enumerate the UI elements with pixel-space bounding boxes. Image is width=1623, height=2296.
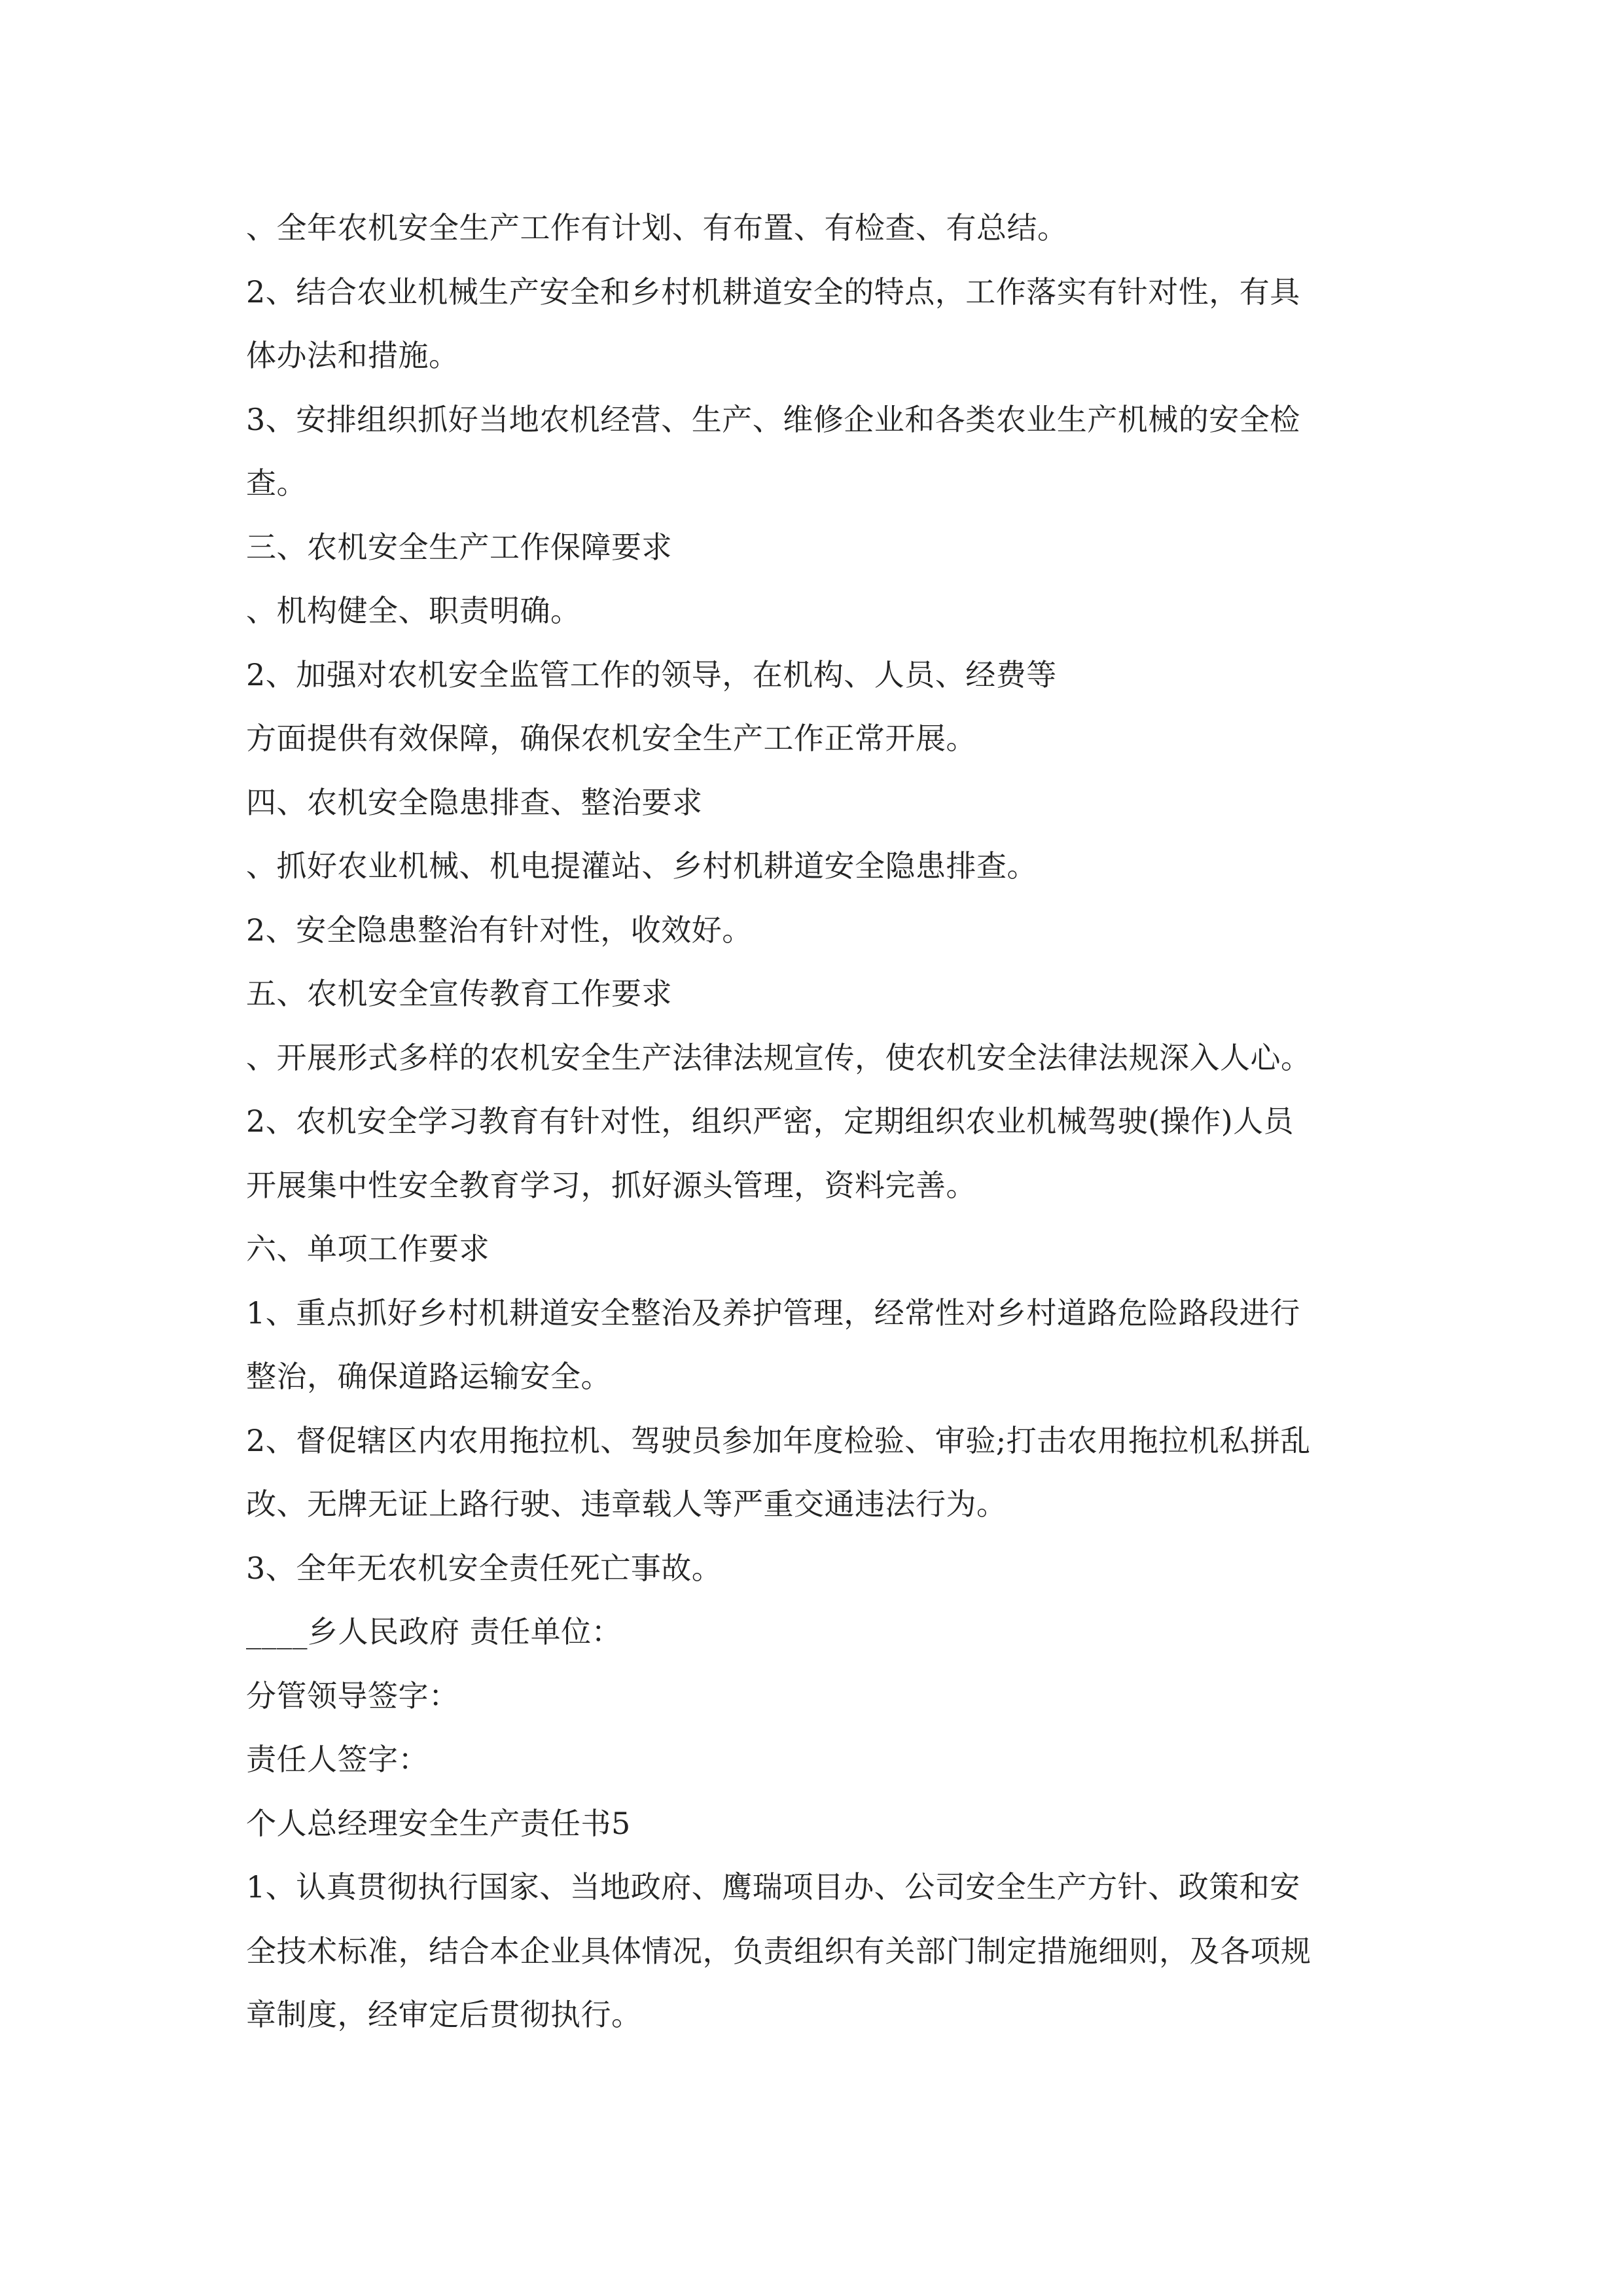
- text-line: 2、督促辖区内农用拖拉机、驾驶员参加年度检验、审验;打击农用拖拉机私拼乱: [246, 1422, 1311, 1458]
- text-line: 查。: [246, 465, 307, 501]
- document-body: [246, 196, 1398, 2047]
- section-heading: 三、农机安全生产工作保障要求: [246, 529, 672, 565]
- signature-line-leader: 分管领导签字：: [246, 1677, 459, 1713]
- text-line: 2、加强对农机安全监管工作的领导，在机构、人员、经费等: [246, 656, 1057, 692]
- text-line: 3、安排组织抓好当地农机经营、生产、维修企业和各类农业生产机械的安全检: [246, 401, 1300, 437]
- text-line: 、抓好农业机械、机电提灌站、乡村机耕道安全隐患排查。: [246, 848, 1037, 884]
- signature-line-unit: ____乡人民政府 责任单位：: [246, 1614, 622, 1649]
- text-line: 章制度，经审定后贯彻执行。: [246, 1997, 642, 2032]
- text-line: 1、认真贯彻执行国家、当地政府、鹰瑞项目办、公司安全生产方针、政策和安: [246, 1869, 1300, 1905]
- section-heading: 六、单项工作要求: [246, 1231, 490, 1266]
- text-line: 方面提供有效保障，确保农机安全生产工作正常开展。: [246, 721, 976, 756]
- text-line: 改、无牌无证上路行驶、违章载人等严重交通违法行为。: [246, 1486, 1007, 1522]
- text-line: 、开展形式多样的农机安全生产法律法规宣传，使农机安全法律法规深入人心。: [246, 1039, 1311, 1075]
- document-title: 个人总经理安全生产责任书5: [246, 1805, 631, 1841]
- text-line: 、全年农机安全生产工作有计划、有布置、有检查、有总结。: [246, 210, 1068, 245]
- section-heading: 五、农机安全宣传教育工作要求: [246, 976, 672, 1011]
- text-line: 1、重点抓好乡村机耕道安全整治及养护管理，经常性对乡村道路危险路段进行: [246, 1295, 1300, 1331]
- text-line: 整治，确保道路运输安全。: [246, 1359, 611, 1394]
- text-line: 全技术标准，结合本企业具体情况，负责组织有关部门制定措施细则，及各项规: [246, 1933, 1311, 1969]
- text-line: 2、安全隐患整治有针对性，收效好。: [246, 912, 753, 948]
- text-line: 开展集中性安全教育学习，抓好源头管理，资料完善。: [246, 1167, 976, 1203]
- text-line: 2、结合农业机械生产安全和乡村机耕道安全的特点，工作落实有针对性，有具: [246, 274, 1300, 310]
- text-line: 2、农机安全学习教育有针对性，组织严密，定期组织农业机械驾驶(操作)人员: [246, 1103, 1294, 1139]
- signature-line-person: 责任人签字：: [246, 1742, 429, 1777]
- text-line: 体办法和措施。: [246, 338, 459, 373]
- section-heading: 四、农机安全隐患排查、整治要求: [246, 784, 703, 820]
- text-line: 3、全年无农机安全责任死亡事故。: [246, 1550, 722, 1586]
- text-line: 、机构健全、职责明确。: [246, 593, 581, 628]
